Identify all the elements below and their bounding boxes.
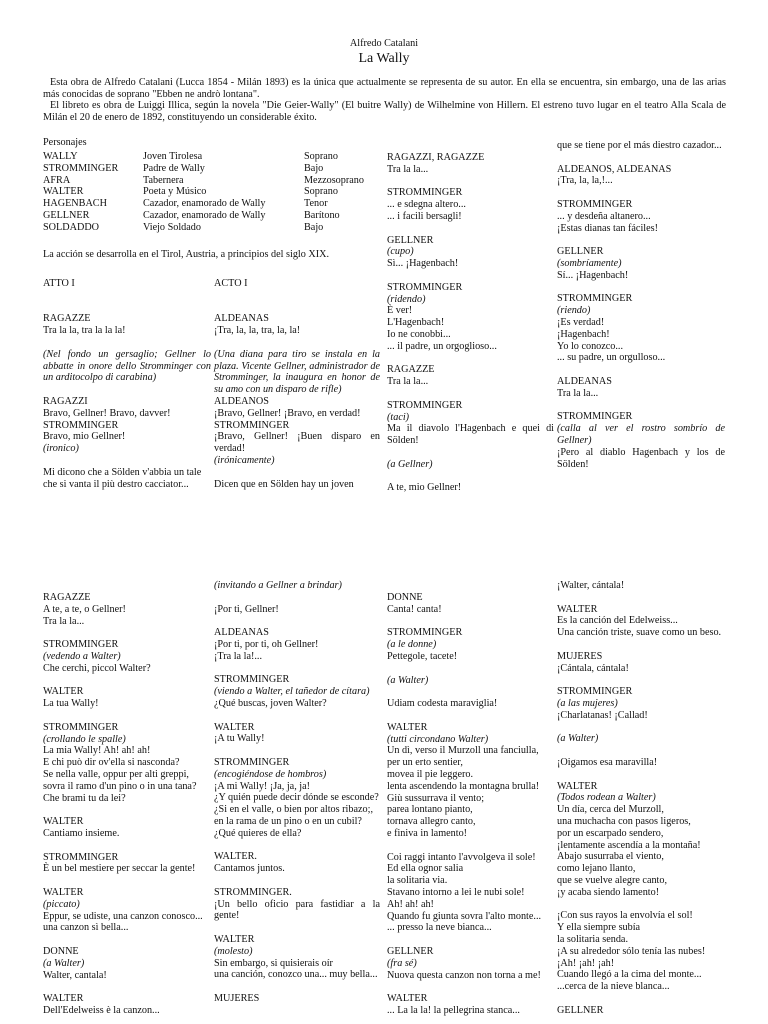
- cast-row: [43, 210, 374, 222]
- libretto-line: GELLNER: [387, 945, 434, 957]
- libretto-line: RAGAZZI: [43, 395, 88, 407]
- line-spacer: [43, 337, 211, 349]
- libretto-line: WALTER: [557, 603, 598, 615]
- libretto-line: (ridendo): [387, 293, 426, 305]
- libretto-line: L'Hagenbach!: [387, 317, 445, 329]
- libretto-line: RAGAZZE: [387, 364, 435, 376]
- cast-row: [43, 186, 374, 198]
- libretto-line: WALTER: [43, 686, 84, 698]
- cast-character-name: HAGENBACH: [43, 198, 107, 210]
- cast-description: Viejo Soldado: [143, 221, 201, 233]
- libretto-line: STROMMINGER: [214, 674, 290, 686]
- libretto-line: STROMMINGER: [214, 419, 290, 431]
- line-spacer: [43, 934, 211, 946]
- cast-character-name: SOLDADDO: [43, 221, 100, 233]
- line-spacer: [557, 722, 725, 734]
- libretto-line: Udiam codesta maraviglia!: [387, 698, 498, 710]
- libretto-line: una muchacha con pasos ligeros,: [557, 815, 691, 827]
- libretto-line: ATTO I: [43, 278, 75, 289]
- line-spacer: [214, 302, 380, 314]
- libretto-line: ¡Charlatanas! ¡Callad!: [557, 709, 648, 721]
- line-spacer: [557, 769, 725, 781]
- libretto-line: per un erto sentier,: [387, 757, 463, 769]
- line-spacer: [214, 467, 380, 479]
- libretto-line: che si vanta il più destro cacciator...: [43, 478, 189, 490]
- libretto-line: una canzon sì bella...: [43, 922, 129, 934]
- libretto-line: ¡Por ti, por ti, oh Gellner!: [214, 638, 319, 650]
- libretto-line: (a Walter): [387, 674, 429, 686]
- line-spacer: [43, 875, 211, 887]
- libretto-line: Tra la la...: [387, 376, 429, 388]
- libretto-line: WALTER: [214, 721, 255, 733]
- line-spacer: [387, 840, 554, 852]
- cast-voice: Soprano: [304, 151, 338, 162]
- libretto-line: la solitaria via.: [387, 875, 448, 887]
- libretto-line: ¡A mi Wally! ¡Ja, ja, ja!: [214, 780, 311, 792]
- libretto-line: ¡Pero al diablo Hagenbach y los de Sölden!: [557, 446, 725, 470]
- line-spacer: [387, 447, 554, 459]
- libretto-line: ¡Cántala, cántala!: [557, 662, 629, 674]
- libretto-column: [557, 140, 725, 470]
- libretto-line: ¡A su alrededor sólo tenía las nubes!: [557, 945, 706, 957]
- cast-table: [43, 151, 374, 234]
- libretto-line: ¡Ah! ¡ah! ¡ah!: [557, 957, 615, 969]
- libretto-line: ¡Tra la la!...: [214, 650, 263, 662]
- line-spacer: [387, 270, 554, 282]
- libretto-line: ... e sdegna altero...: [387, 199, 466, 211]
- libretto-line: ¡Tra, la, la, tra, la, la!: [214, 325, 301, 337]
- libretto-line: ... y desdeña altanero...: [557, 210, 651, 222]
- libretto-line: Ed ella ognor salia: [387, 863, 464, 875]
- libretto-line: DONNE: [387, 592, 423, 603]
- libretto-line: Che brami tu da lei?: [43, 792, 126, 804]
- libretto-line: Bravo, Gellner! Bravo, davver!: [43, 407, 171, 419]
- line-spacer: [557, 745, 725, 757]
- libretto-line: A te, mio Gellner!: [387, 482, 462, 494]
- libretto-line: Yo lo conozco...: [557, 340, 624, 352]
- line-spacer: [214, 663, 380, 675]
- libretto-line: MUJERES: [214, 992, 260, 1004]
- libretto-line: Walter, cantala!: [43, 969, 107, 981]
- libretto-line: Bravo, mio Gellner!: [43, 431, 126, 443]
- libretto-line: ALDEANOS: [214, 395, 269, 407]
- libretto-line: e finiva in lamento!: [387, 827, 468, 839]
- libretto-line: ... su padre, un orgulloso...: [557, 352, 666, 364]
- libretto-line: Abajo susurraba el viento,: [557, 851, 664, 863]
- cast-heading: Personajes: [43, 137, 87, 148]
- libretto-line: La mia Wally! Ah! ah! ah!: [43, 745, 151, 757]
- libretto-line: Una canción triste, suave como un beso.: [557, 627, 722, 639]
- libretto-line: (piccato): [43, 898, 80, 910]
- libretto-line: STROMMINGER: [43, 721, 119, 733]
- cast-description: Poeta y Músico: [143, 186, 207, 198]
- libretto-line: ¡Con sus rayos la envolvía el sol!: [557, 910, 693, 922]
- libretto-line: STROMMINGER: [387, 187, 463, 199]
- libretto-line: Tra la la...: [387, 163, 429, 175]
- libretto-line: GELLNER: [557, 1004, 604, 1016]
- libretto-line: STROMMINGER: [557, 198, 633, 210]
- cast-voice: Mezzosoprano: [304, 174, 364, 186]
- line-spacer: [387, 686, 554, 698]
- line-spacer: [387, 353, 554, 365]
- author-heading: Alfredo Catalani: [349, 38, 419, 49]
- cast-row: [43, 163, 374, 175]
- libretto-line: ALDEANAS: [214, 627, 269, 639]
- line-spacer: [43, 627, 211, 639]
- libretto-line: Ma il diavolo l'Hagenbach e quei di Sölden!: [387, 423, 554, 447]
- line-spacer: [557, 400, 725, 412]
- cast-character-name: WALLY: [43, 151, 78, 162]
- libretto-column: [387, 152, 554, 494]
- line-spacer: [43, 675, 211, 687]
- libretto-line: STROMMINGER: [43, 639, 119, 651]
- libretto-line: (tutti circondano Walter): [387, 733, 489, 745]
- libretto-line: ... i facili bersagli!: [387, 210, 462, 222]
- libretto-line: WALTER: [557, 780, 598, 792]
- libretto-line: (a las mujeres): [557, 697, 618, 709]
- libretto-line: Cantiamo insieme.: [43, 827, 120, 839]
- libretto-line: A te, a te, o Gellner!: [43, 603, 126, 615]
- libretto-line: lenta ascendendo la montagna brulla!: [387, 780, 540, 792]
- libretto-line: ¿Y quién puede decir dónde se esconde?: [214, 792, 379, 804]
- libretto-line: Tra la la, tra la la la!: [43, 325, 126, 337]
- cast-description: Tabernera: [143, 174, 184, 186]
- libretto-line: (taci): [387, 411, 410, 423]
- line-spacer: [387, 388, 554, 400]
- libretto-line: (encogiéndose de hombros): [214, 768, 327, 780]
- libretto-line: WALTER: [43, 993, 84, 1005]
- libretto-line: en la rama de un pino o en un cubil?: [214, 815, 362, 827]
- libretto-line: (irónicamente): [214, 454, 275, 466]
- libretto-line: RAGAZZE: [43, 313, 91, 325]
- libretto-line: ¡Es verdad!: [557, 316, 605, 328]
- libretto-line: Nuova questa canzon non torna a me!: [387, 969, 541, 981]
- libretto-line: Ah! ah! ah!: [387, 898, 434, 910]
- libretto-line: Stavano intorno a lei le nubi sole!: [387, 886, 525, 898]
- line-spacer: [43, 981, 211, 993]
- cast-character-name: STROMMINGER: [43, 162, 119, 174]
- line-spacer: [214, 615, 380, 627]
- libretto-line: WALTER: [43, 816, 84, 828]
- libretto-line: tornava allegro canto,: [387, 816, 476, 828]
- libretto-line: WALTER: [387, 993, 428, 1005]
- libretto-line: (a Walter): [557, 733, 599, 745]
- libretto-line: (sombríamente): [557, 257, 622, 269]
- libretto-line: RAGAZZI, RAGAZZE: [387, 152, 485, 163]
- libretto-line: Canta! canta!: [387, 603, 442, 615]
- libretto-line: ¡y acaba siendo lamento!: [557, 886, 660, 898]
- libretto-line: Sì... ¡Hagenbach!: [387, 258, 459, 270]
- libretto-line: (a le donne): [387, 639, 437, 651]
- cast-character-name: AFRA: [43, 174, 71, 186]
- libretto-line: (molesto): [214, 945, 253, 957]
- cast-row: [43, 175, 374, 187]
- libretto-line: ¡lentamente ascendía a la montaña!: [557, 839, 701, 851]
- libretto-line: STROMMINGER: [557, 411, 633, 423]
- line-spacer: [557, 234, 725, 246]
- page-title: La Wally: [358, 51, 410, 66]
- libretto-line: STROMMINGER: [557, 293, 633, 305]
- libretto-line: ¡Un bello oficio para fastidiar a la gente!: [214, 898, 380, 922]
- libretto-line: ¡Hagenbach!: [557, 328, 610, 340]
- libretto-column: [557, 580, 725, 1016]
- line-spacer: [43, 384, 211, 396]
- libretto-line: ¡Oigamos esa maravilla!: [557, 756, 658, 768]
- line-spacer: [387, 176, 554, 188]
- libretto-line: Tra la la...: [43, 615, 85, 627]
- line-spacer: [214, 922, 380, 934]
- libretto-line: ... La la la! la pellegrina stanca...: [387, 1004, 520, 1016]
- libretto-line: ¡Bravo, Gellner! ¡Bravo, en verdad!: [214, 407, 361, 419]
- line-spacer: [387, 934, 554, 946]
- libretto-line: STROMMINGER: [43, 419, 119, 431]
- cast-description: Joven Tirolesa: [143, 151, 203, 162]
- line-spacer: [557, 674, 725, 686]
- libretto-line: Dell'Edelweiss è la canzon...: [43, 1004, 160, 1016]
- line-spacer: [43, 840, 211, 852]
- setting-note: La acción se desarrolla en el Tirol, Austria, a principios del siglo XIX.: [43, 249, 330, 260]
- libretto-line: Dicen que en Sölden hay un joven: [214, 478, 354, 490]
- libretto-line: (viendo a Walter, el tañedor de cítara): [214, 686, 370, 698]
- cast-voice: Bajo: [304, 221, 324, 233]
- cast-character-name: WALTER: [43, 186, 84, 198]
- libretto-line: (fra sé): [387, 957, 417, 969]
- libretto-line: ¿Qué buscas, joven Walter?: [214, 697, 327, 709]
- line-spacer: [214, 981, 380, 993]
- libretto-column: [214, 278, 380, 490]
- libretto-line: Sin embargo, si quisierais oír: [214, 957, 333, 969]
- libretto-line: È un bel mestiere per seccar la gente!: [43, 863, 196, 875]
- libretto-line: ACTO I: [214, 278, 248, 289]
- line-spacer: [557, 993, 725, 1005]
- libretto-line: (a Gellner): [387, 458, 433, 470]
- libretto-line: Giù sussurrava il vento;: [387, 792, 485, 804]
- libretto-line: como lejano llanto,: [557, 863, 636, 875]
- libretto-line: Cuando llegó a la cima del monte...: [557, 969, 702, 981]
- line-spacer: [43, 455, 211, 467]
- libretto-line: Se nella valle, oppur per alti greppi,: [43, 768, 189, 780]
- line-spacer: [387, 663, 554, 675]
- libretto-line: Io ne conobbi...: [387, 328, 451, 340]
- cast-description: Cazador, enamorado de Wally: [143, 209, 266, 221]
- line-spacer: [214, 337, 380, 349]
- libretto-line: Un día, cerca del Murzoll,: [557, 804, 664, 816]
- line-spacer: [214, 875, 380, 887]
- libretto-line: STROMMINGER: [214, 756, 290, 768]
- libretto-line: (invitando a Gellner a brindar): [214, 580, 342, 591]
- libretto-line: ¡Tra, la, la,!...: [557, 175, 613, 187]
- libretto-line: WALTER: [214, 933, 255, 945]
- cast-voice: Tenor: [304, 198, 328, 210]
- libretto-line: (Nel fondo un gersaglio; Gellner lo abbatte in onore dello Stromminger con un arditocolpo di carabina): [43, 348, 211, 384]
- libretto-line: GELLNER: [557, 246, 604, 258]
- libretto-line: ¡Bravo, Gellner! ¡Buen disparo en verdad!: [214, 431, 380, 455]
- libretto-line: ¡A tu Wally!: [214, 733, 265, 745]
- libretto-line: (cupo): [387, 246, 414, 258]
- libretto-line: La tua Wally!: [43, 698, 99, 710]
- line-spacer: [387, 981, 554, 993]
- libretto-line: Un dì, verso il Murzoll una fanciulla,: [387, 745, 539, 757]
- line-spacer: [557, 639, 725, 651]
- libretto-line: movea il pie leggero.: [387, 768, 473, 780]
- libretto-line: WALTER: [387, 721, 428, 733]
- line-spacer: [557, 282, 725, 294]
- libretto-line: STROMMINGER: [387, 399, 463, 411]
- line-spacer: [557, 187, 725, 199]
- line-spacer: [214, 710, 380, 722]
- libretto-line: ¡Walter, cántala!: [557, 580, 625, 591]
- libretto-column: [43, 592, 211, 1017]
- libretto-line: (Una diana para tiro se instala en la plaza. Vicente Gellner, administrador de Stromminger, la inaugura en honor de su amo con un disparo de rifle): [214, 348, 380, 396]
- line-spacer: [214, 592, 380, 604]
- libretto-column: [387, 592, 554, 1017]
- libretto-line: E chi può dir ov'ella si nasconda?: [43, 757, 180, 769]
- libretto-line: ... presso la neve bianca...: [387, 922, 492, 934]
- libretto-line: DONNE: [43, 945, 79, 957]
- libretto-line: STROMMINGER: [387, 627, 463, 639]
- libretto-line: la solitaria senda.: [557, 933, 629, 945]
- intro-paragraph: El libreto es obra de Luiggi Illica, según la novela "Die Geier-Wally" (El buitre Wally) de Wilhelmine von Hillern. El estreno tuvo lugar en el teatro Alla Scala de Milán el 20 de enero de 1892, constituyendo un considerable éxito.: [43, 100, 726, 123]
- libretto-line: ¡Estas dianas tan fáciles!: [557, 222, 658, 234]
- cast-row: [43, 198, 374, 210]
- libretto-line: (ironico): [43, 443, 79, 455]
- line-spacer: [557, 592, 725, 604]
- libretto-line: (a Walter): [43, 957, 85, 969]
- line-spacer: [387, 710, 554, 722]
- libretto-line: ALDEANAS: [214, 313, 269, 325]
- intro-paragraph: Esta obra de Alfredo Catalani (Lucca 1854 - Milán 1893) es la única que actualmente se representa de su autor. En ella se encuentra, sin embargo, una de las arias más conocidas de soprano "Ebben ne andrò lontana".: [43, 77, 726, 100]
- libretto-line: por un escarpado sendero,: [557, 827, 664, 839]
- libretto-line: MUJERES: [557, 650, 603, 662]
- libretto-line: STROMMINGER: [557, 686, 633, 698]
- libretto-line: ALDEANOS, ALDEANAS: [557, 163, 672, 175]
- cast-voice: Barítono: [304, 209, 340, 221]
- libretto-line: GELLNER: [387, 234, 434, 246]
- line-spacer: [214, 290, 380, 302]
- libretto-line: ... il padre, un orgoglioso...: [387, 340, 497, 352]
- libretto-line: Che cerchi, piccol Walter?: [43, 662, 151, 674]
- libretto-line: RAGAZZE: [43, 592, 91, 603]
- libretto-line: Eppur, se udiste, una canzon conosco...: [43, 910, 203, 922]
- line-spacer: [387, 223, 554, 235]
- libretto-line: que se vuelve alegre canto,: [557, 874, 668, 886]
- libretto-line: ALDEANAS: [557, 375, 612, 387]
- libretto-line: Es la canción del Edelweiss...: [557, 615, 678, 627]
- line-spacer: [557, 364, 725, 376]
- libretto-line: Tra la la...: [557, 387, 599, 399]
- cast-description: Cazador, enamorado de Wally: [143, 198, 266, 210]
- line-spacer: [214, 745, 380, 757]
- libretto-line: È ver!: [387, 305, 413, 317]
- libretto-line: WALTER: [43, 886, 84, 898]
- libretto-column: [214, 580, 380, 1005]
- libretto-line: STROMMINGER: [43, 851, 119, 863]
- cast-voice: Soprano: [304, 186, 338, 198]
- libretto-line: Quando fu giunta sovra l'alto monte...: [387, 910, 542, 922]
- libretto-line: que se tiene por el más diestro cazador...: [557, 140, 722, 151]
- libretto-line: Coi raggi intanto l'avvolgeva il sole!: [387, 851, 536, 863]
- libretto-line: STROMMINGER.: [214, 886, 292, 898]
- libretto-line: Mi dicono che a Sölden v'abbia un tale: [43, 466, 202, 478]
- cast-row: [43, 222, 374, 234]
- libretto-column: [43, 278, 211, 490]
- libretto-line: (Todos rodean a Walter): [557, 792, 656, 804]
- line-spacer: [557, 152, 725, 164]
- libretto-line: una canción, conozco una... muy bella...: [214, 969, 378, 981]
- libretto-line: (riendo): [557, 305, 591, 317]
- line-spacer: [387, 616, 554, 628]
- cast-character-name: GELLNER: [43, 209, 90, 221]
- libretto-line: ¿Si en el valle, o bien por altos ribazo;,: [214, 804, 373, 816]
- libretto-line: (calla al ver el rostro sombrío de Gellner): [557, 423, 725, 446]
- libretto-line: Y ella siempre subía: [557, 922, 641, 934]
- libretto-line: ¡Por ti, Gellner!: [214, 603, 279, 615]
- libretto-line: (crollando le spalle): [43, 733, 126, 745]
- libretto-line: ...cerca de la nieve blanca...: [557, 981, 670, 993]
- line-spacer: [43, 302, 211, 314]
- cast-voice: Bajo: [304, 162, 324, 174]
- cast-description: Padre de Wally: [143, 162, 205, 174]
- line-spacer: [557, 899, 725, 911]
- cast-row: [43, 151, 374, 163]
- line-spacer: [214, 840, 380, 852]
- libretto-line: Pettegole, tacete!: [387, 650, 458, 662]
- line-spacer: [43, 804, 211, 816]
- libretto-line: sovra il ramo d'un pino o in una tana?: [43, 780, 197, 792]
- libretto-line: WALTER.: [214, 851, 257, 863]
- libretto-line: parea lontano pianto,: [387, 804, 473, 816]
- line-spacer: [43, 290, 211, 302]
- libretto-line: Sí... ¡Hagenbach!: [557, 269, 629, 281]
- libretto-line: Cantamos juntos.: [214, 863, 285, 875]
- libretto-line: STROMMINGER: [387, 281, 463, 293]
- line-spacer: [43, 710, 211, 722]
- line-spacer: [387, 471, 554, 483]
- libretto-line: (vedendo a Walter): [43, 650, 121, 662]
- libretto-line: ¿Qué quieres de ella?: [214, 827, 302, 839]
